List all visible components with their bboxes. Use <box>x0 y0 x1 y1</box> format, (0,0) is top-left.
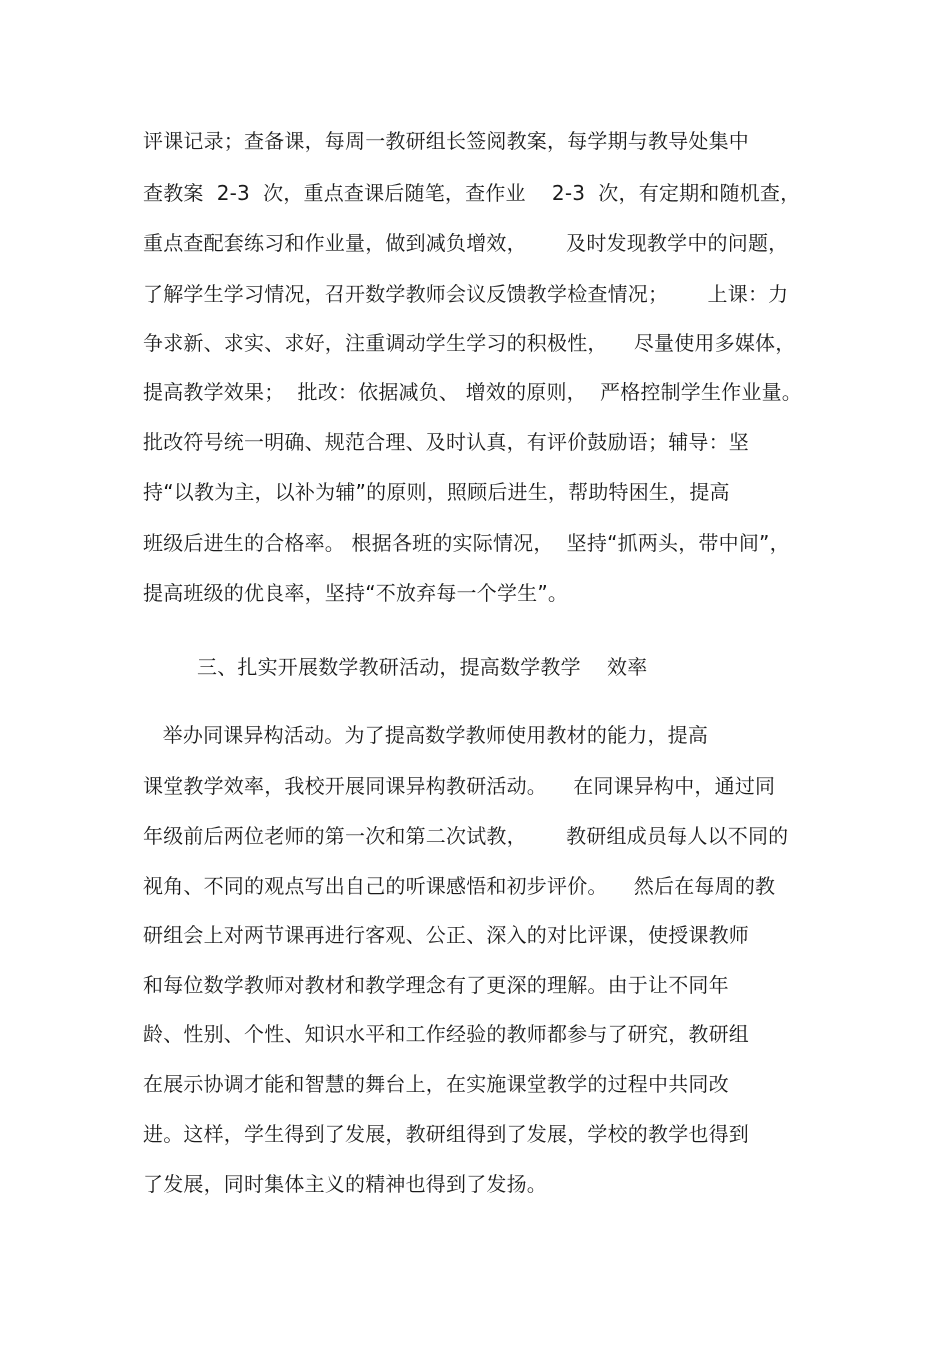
text-line: 研组会上对两节课再进行客观、公正、深入的对比评课，使授课教师 <box>143 923 749 947</box>
text-line: 了解学生学习情况，召开数学教师会议反馈教学检查情况； 上课：力 <box>143 282 789 306</box>
text-line: 和每位数学教师对教材和教学理念有了更深的理解。由于让不同年 <box>143 973 729 997</box>
text-line: 在展示协调才能和智慧的舞台上，在实施课堂教学的过程中共同改 <box>143 1072 729 1096</box>
text-line: 查教案 2-3 次，重点查课后随笔，查作业 2-3 次，有定期和随机查， <box>143 181 801 205</box>
text-line: 批改符号统一明确、规范合理、及时认真，有评价鼓励语；辅导：坚 <box>143 430 749 454</box>
text-line: 提高班级的优良率，坚持“不放弃每一个学生”。 <box>143 581 569 605</box>
text-line: 年级前后两位老师的第一次和第二次试教， 教研组成员每人以不同的 <box>143 824 789 848</box>
text-line: 持“以教为主，以补为辅”的原则，照顾后进生，帮助特困生，提高 <box>143 480 730 504</box>
section-heading: 三、扎实开展数学教研活动，提高数学教学 效率 <box>197 655 648 679</box>
text-line: 班级后进生的合格率。 根据各班的实际情况， 坚持“抓两头，带中间”， <box>143 531 790 555</box>
text-line: 进。这样，学生得到了发展，教研组得到了发展，学校的教学也得到 <box>143 1122 749 1146</box>
text-line: 重点查配套练习和作业量，做到减负增效， 及时发现教学中的问题， <box>143 231 789 255</box>
text-line: 了发展，同时集体主义的精神也得到了发扬。 <box>143 1172 547 1196</box>
text-line: 课堂教学效率，我校开展同课异构教研活动。 在同课异构中，通过同 <box>143 774 776 798</box>
text-line: 争求新、求实、求好，注重调动学生学习的积极性， 尽量使用多媒体， <box>143 331 796 355</box>
text-line: 龄、性别、个性、知识水平和工作经验的教师都参与了研究，教研组 <box>143 1022 749 1046</box>
text-line: 举办同课异构活动。为了提高数学教师使用教材的能力，提高 <box>143 723 709 747</box>
text-line: 评课记录；查备课，每周一教研组长签阅教案，每学期与教导处集中 <box>143 129 749 153</box>
text-line: 提高教学效果； 批改：依据减负、 增效的原则， 严格控制学生作业量。 <box>143 380 802 404</box>
text-line: 视角、不同的观点写出自己的听课感悟和初步评价。 然后在每周的教 <box>143 874 776 898</box>
